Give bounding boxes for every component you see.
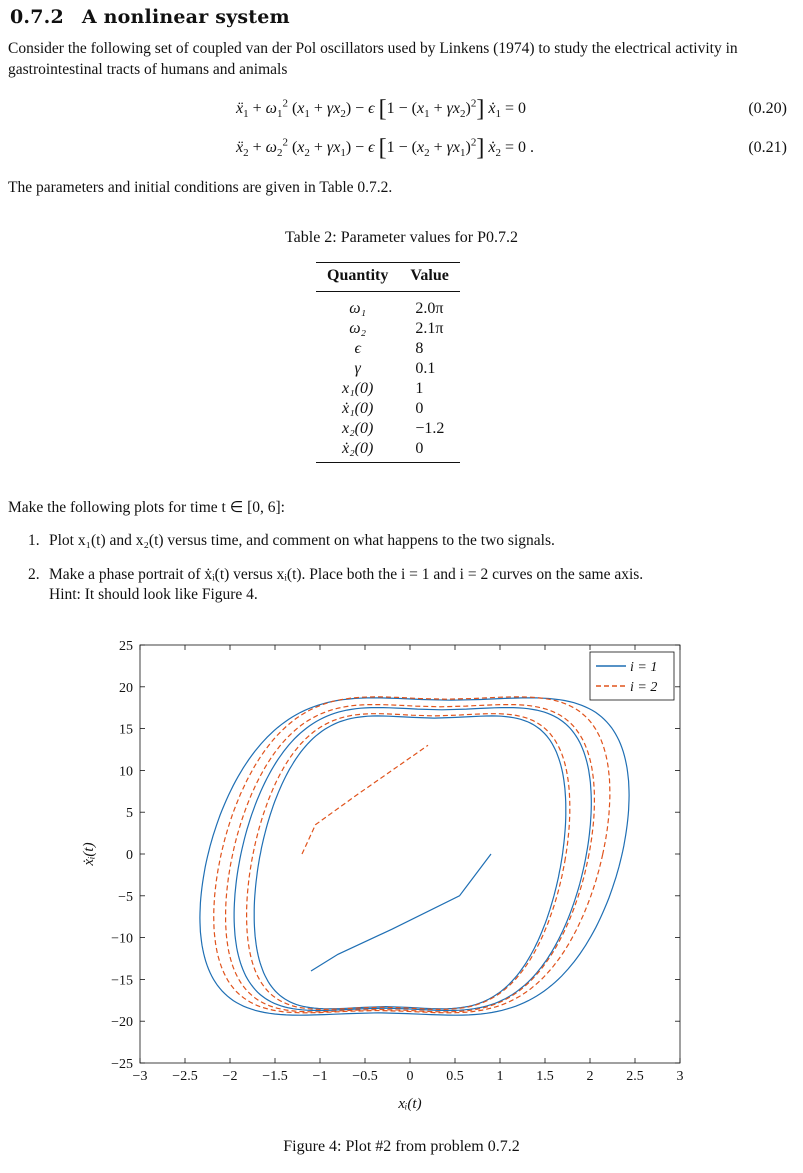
intro-paragraph: Consider the following set of coupled van der Pol oscillators used by Linkens (1974) to study the electrical activity in gastrointestinal tracts of humans and animals (8, 40, 738, 78)
quantity-cell: ω₂ (349, 320, 367, 337)
table-row (316, 379, 460, 399)
x-tick-label: 0 (406, 1069, 414, 1084)
x-tick-label: −1.5 (262, 1069, 288, 1084)
quantity-cell: ẋ₂(0) (342, 440, 374, 457)
quantity-cell: x₁(0) (342, 380, 374, 397)
quantity-cell: x₂(0) (342, 420, 374, 437)
task-marker: 1. (28, 532, 40, 549)
series-2 (214, 697, 610, 1013)
series-1-cycle (234, 708, 591, 1011)
series-2-cycle (214, 697, 610, 1013)
table-row (316, 399, 460, 419)
x-axis-label: xᵢ(t) (398, 1096, 422, 1112)
y-tick-label: 0 (126, 848, 133, 863)
table-row (316, 419, 460, 439)
table-row (316, 319, 460, 339)
section-heading (10, 6, 290, 28)
x-tick-label: −1 (312, 1069, 328, 1084)
quantity-cell: γ (354, 360, 361, 377)
equation-2: ẍ$_2$ + $\omega_2^2$ $(x_2 + \gamma x_1) - \epsilon$ $[1 - (x_2 + \gamma x_1)^2]$ ẋ$_2$ = 0 . (236, 135, 534, 161)
y-tick-label: 10 (119, 764, 133, 780)
task-text: Plot x₁(t) and x₂(t) versus time, and comment on what happens to the two signals. (49, 532, 555, 549)
y-tick-label: −15 (111, 973, 133, 989)
value-cell: 2.1π (415, 320, 444, 337)
x-tick-label: −3 (132, 1069, 148, 1084)
table-header-value: Value (410, 267, 449, 284)
y-tick-label: 5 (126, 806, 133, 822)
x-tick-label: 2.5 (626, 1069, 644, 1084)
series-2-cycle (226, 705, 595, 1012)
y-tick-label: 15 (119, 722, 133, 738)
series-1-transient (311, 854, 491, 971)
table-row (316, 439, 460, 463)
y-tick-label: −5 (118, 889, 133, 905)
quantity-cell: ẋ₁(0) (342, 400, 374, 417)
series-2-transient (302, 745, 428, 854)
task-item-1 (28, 531, 793, 551)
task-item-2 (28, 565, 793, 605)
value-cell: 0 (415, 400, 424, 417)
y-tick-label: −25 (111, 1057, 133, 1072)
equation-2-number: (0.21) (748, 139, 787, 156)
task-marker: 2. (28, 566, 40, 583)
phase-portrait-chart (0, 620, 803, 1130)
equation-1: ẍ$_1$ + $\omega_1^2$ $(x_1 + \gamma x_2) - \epsilon$ $[1 - (x_1 + \gamma x_2)^2]$ ẋ$_1$ = 0 (236, 96, 526, 122)
figure-caption: Figure 4: Plot #2 from problem 0.7.2 (283, 1138, 520, 1155)
legend-label-1: i = 1 (630, 660, 658, 675)
y-tick-label: −20 (111, 1015, 133, 1031)
plots-intro: Make the following plots for time t ∈ [0, 6]: (8, 499, 285, 516)
y-tick-label: 20 (119, 680, 133, 696)
task-text: Make a phase portrait of ẋᵢ(t) versus xᵢ(t). Place both the i = 1 and i = 2 curves on the same axis. (49, 566, 644, 583)
section-number: 0.7.2 (10, 6, 64, 28)
x-tick-label: −2.5 (172, 1069, 198, 1084)
x-tick-label: 1.5 (536, 1069, 554, 1084)
x-tick-label: 0.5 (446, 1069, 464, 1084)
y-tick-label: 25 (119, 639, 133, 654)
task-hint: Hint: It should look like Figure 4. (49, 586, 258, 603)
x-tick-label: 3 (676, 1069, 684, 1084)
legend-label-2: i = 2 (630, 680, 658, 695)
series-1-cycle (254, 716, 566, 1009)
table-header-quantity: Quantity (327, 267, 389, 284)
y-tick-label: −10 (111, 931, 133, 947)
table-row (316, 292, 460, 320)
value-cell: 0 (415, 440, 424, 457)
table-row (316, 359, 460, 379)
quantity-cell: ϵ (354, 340, 361, 357)
table-caption: Table 2: Parameter values for P0.7.2 (284, 229, 519, 246)
x-tick-label: −2 (222, 1069, 238, 1084)
quantity-cell: ω₁ (349, 300, 367, 317)
x-tick-label: 1 (496, 1069, 504, 1084)
value-cell: 0.1 (415, 360, 436, 377)
parameters-sentence: The parameters and initial conditions are given in Table 0.7.2. (8, 179, 393, 196)
parameter-table (316, 262, 460, 463)
y-axis-label: ẋᵢ(t) (81, 842, 97, 866)
series-1-cycle (200, 698, 629, 1015)
value-cell: 2.0π (415, 300, 444, 317)
x-tick-label: −0.5 (352, 1069, 378, 1084)
section-title: A nonlinear system (81, 6, 290, 28)
series-1 (200, 698, 629, 1015)
value-cell: 1 (415, 380, 424, 397)
value-cell: 8 (415, 340, 424, 357)
x-tick-label: 2 (586, 1069, 594, 1084)
series-2-cycle (247, 714, 570, 1010)
value-cell: −1.2 (415, 420, 445, 437)
equation-1-number: (0.20) (748, 100, 787, 117)
table-row (316, 339, 460, 359)
